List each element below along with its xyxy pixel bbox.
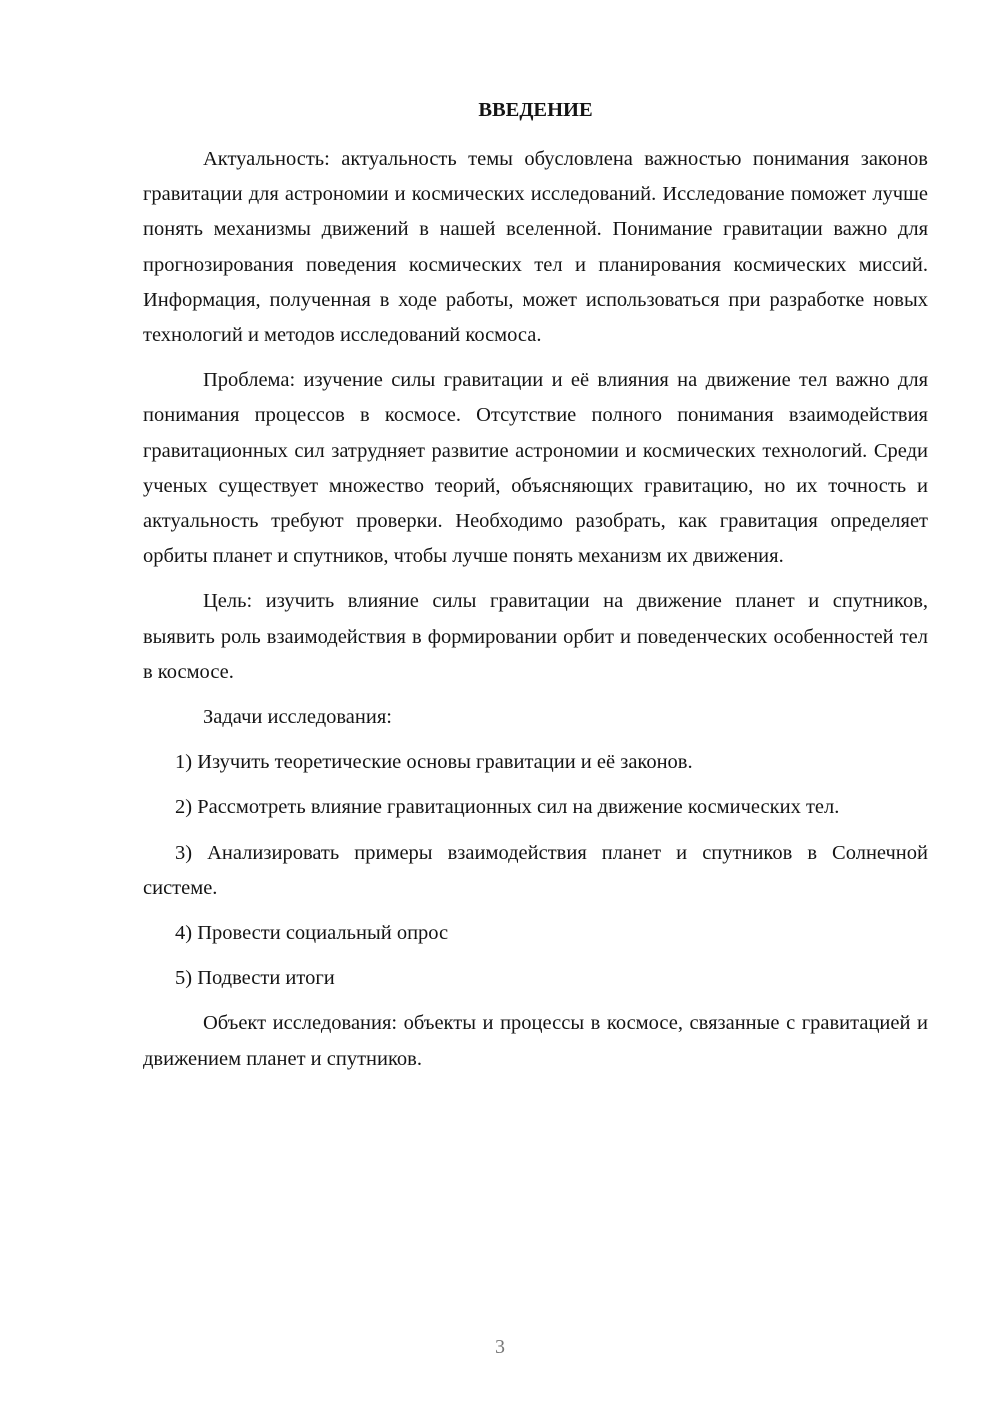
object-paragraph: Объект исследования: объекты и процессы в космосе, связанные с гравитацией и движением планет и спутников. <box>143 1012 928 1070</box>
task-item-4: 4) Провести социальный опрос <box>175 922 449 945</box>
relevance-paragraph: Актуальность: актуальность темы обусловлена важностью понимания законов гравитации для астрономии и космических исследований. Исследование поможет лучше понять механизмы движений в нашей вселенной. Понимание гравитации важно для прогнозирования поведения космических тел и планирования космических миссий. Информация, полученная в ходе работы, может использоваться при разработке новых технологий и методов исследований космоса. <box>143 148 928 347</box>
goal-paragraph: Цель: изучить влияние силы гравитации на движение планет и спутников, выявить роль взаимодействия в формировании орбит и поведенческих особенностей тел в космосе. <box>143 590 928 683</box>
body-text <box>143 142 928 1077</box>
task-item-5: 5) Подвести итоги <box>175 967 335 990</box>
section-heading: ВВЕДЕНИЕ <box>478 99 593 121</box>
task-item-3: 3) Анализировать примеры взаимодействия планет и спутников в Солнечной системе. <box>143 841 928 899</box>
page-number: 3 <box>495 1336 505 1358</box>
tasks-heading: Задачи исследования: <box>203 706 392 729</box>
task-item-1: 1) Изучить теоретические основы гравитации и её законов. <box>175 751 693 774</box>
task-item-2: 2) Рассмотреть влияние гравитационных сил на движение космических тел. <box>175 796 840 819</box>
problem-paragraph: Проблема: изучение силы гравитации и её влияния на движение тел важно для понимания процессов в космосе. Отсутствие полного понимания взаимодействия гравитационных сил затрудняет развитие астрономии и космических технологий. Среди ученых существует множество теорий, объясняющих гравитацию, но их точность и актуальность требуют проверки. Необходимо разобрать, как гравитация определяет орбиты планет и спутников, чтобы лучше понять механизм их движения. <box>143 369 928 568</box>
